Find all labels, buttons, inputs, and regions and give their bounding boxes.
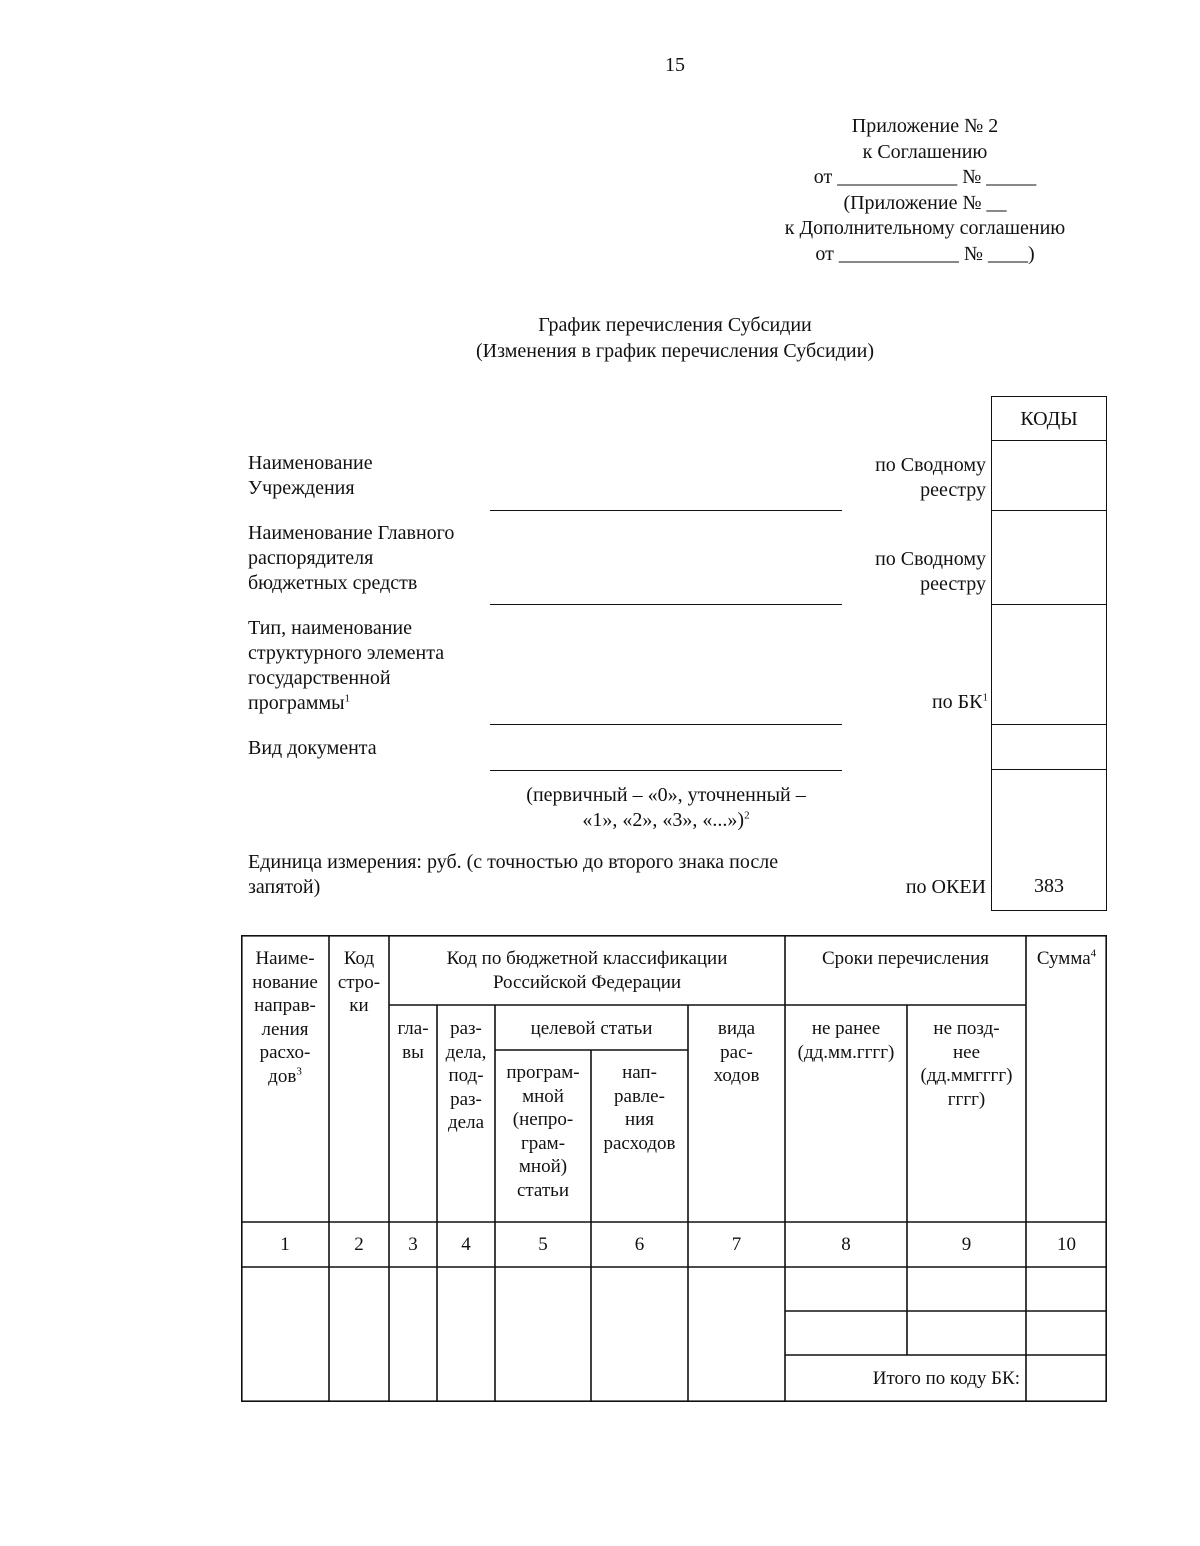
page-number: 15 xyxy=(665,54,685,76)
document-type-input-line[interactable] xyxy=(490,770,842,771)
hint-line: «1», «2», «3», «...»)$^2$ xyxy=(582,809,750,831)
column-number: 4 xyxy=(461,1234,471,1255)
column-header-line-code: Код стро- ки xyxy=(337,948,381,1016)
label-line: Тип, наименование xyxy=(248,617,412,639)
column-number: 6 xyxy=(634,1234,645,1255)
label-line: Учреждения xyxy=(248,477,355,499)
label-line: Наименование xyxy=(248,452,373,474)
footnote-marker: 1 xyxy=(982,691,988,704)
chief-manager-code-cell[interactable] xyxy=(992,511,1106,605)
appendix-line: (Приложение № __ xyxy=(843,191,1007,214)
institution-input-line[interactable] xyxy=(490,510,842,511)
footnote-marker: 3 xyxy=(296,1065,302,1078)
chief-manager-input-line[interactable] xyxy=(490,604,842,605)
label-line: по Сводному xyxy=(875,548,986,570)
column-number: 9 xyxy=(961,1234,972,1255)
column-number: 7 xyxy=(731,1234,742,1255)
institution-registry-label xyxy=(840,453,986,503)
bk-label: по $БК^1$ xyxy=(931,691,988,713)
column-header-section: раз- дела, под- раз- дела xyxy=(445,1018,487,1133)
label-line: реестру xyxy=(920,479,986,501)
institution-code-cell[interactable] xyxy=(992,441,1106,511)
label-line: Единица измерения: руб. (с точностью до второго знака после xyxy=(248,851,779,873)
program-element-input-line[interactable] xyxy=(490,724,842,725)
document-title xyxy=(0,312,1200,364)
column-number: 1 xyxy=(280,1234,290,1255)
title-sub: (Изменения в график перечисления Субсидии) xyxy=(476,340,874,362)
document-type-code-cell[interactable] xyxy=(992,725,1106,770)
appendix-line: от ____________ № ____) xyxy=(815,242,1035,265)
label-line: программы$^1$ xyxy=(248,692,351,714)
column-group-target-article: целевой статьи xyxy=(530,1018,653,1039)
appendix-line: Приложение № 2 xyxy=(851,115,999,137)
appendix-line: к Соглашению xyxy=(862,140,988,163)
schedule-table xyxy=(241,935,1107,1402)
column-number: 8 xyxy=(841,1234,851,1255)
total-by-bk-label: Итого по коду БК: xyxy=(872,1368,1020,1389)
label-line: запятой) xyxy=(248,876,321,898)
program-element-code-cell[interactable] xyxy=(992,605,1106,725)
hint-line: (первичный – «0», уточненный – xyxy=(526,784,806,806)
label-line: распорядителя xyxy=(248,547,374,569)
column-number: 2 xyxy=(354,1234,364,1255)
appendix-line: к Дополнительному соглашению xyxy=(784,217,1066,239)
footnote-marker: 2 xyxy=(744,809,750,822)
title-main: График перечисления Субсидии xyxy=(538,314,812,336)
program-element-label xyxy=(248,616,444,716)
footnote-marker: 4 xyxy=(1090,947,1097,960)
okei-code-cell: 383 xyxy=(1034,875,1064,897)
chief-manager-label xyxy=(248,521,454,596)
column-header-chapter: гла- вы xyxy=(397,1018,429,1063)
institution-label xyxy=(248,451,373,501)
column-header-program-article: програм- мной (непро- грам- мной) статьи xyxy=(506,1062,580,1201)
chief-manager-registry-label xyxy=(840,547,986,597)
footnote-marker: 1 xyxy=(344,692,351,705)
column-header-expense-direction: Наиме- нование направ- ления расхо- дов$^3$ xyxy=(252,948,318,1087)
document-type-label: Вид документа xyxy=(248,737,377,759)
okei-label: по ОКЕИ xyxy=(905,876,986,898)
label-line: Наименование Главного xyxy=(248,522,455,544)
codes-header: КОДЫ xyxy=(992,397,1106,441)
column-number: 3 xyxy=(408,1234,418,1255)
column-header-not-later: не позд- нее (дд.ммгггг) гггг) xyxy=(920,1018,1013,1110)
label-line: по Сводному xyxy=(875,454,986,476)
appendix-line: от ____________ № _____ xyxy=(813,166,1037,188)
label-line: государственной xyxy=(248,667,391,689)
label-line: реестру xyxy=(920,573,986,595)
codes-box xyxy=(991,396,1107,911)
label-line: бюджетных средств xyxy=(248,572,418,594)
column-group-budget-classification: Код по бюджетной классификации Российской Федерации xyxy=(446,948,728,993)
document-type-hint xyxy=(490,783,842,833)
column-header-expense-direction-code: нап- равле- ния расходов xyxy=(603,1062,676,1154)
appendix-header xyxy=(760,114,1090,267)
unit-label xyxy=(248,850,778,900)
column-header-expense-type: вида рас- ходов xyxy=(713,1018,760,1086)
column-number: 5 xyxy=(538,1234,548,1255)
column-header-not-earlier: не ранее (дд.мм.гггг) xyxy=(797,1018,895,1063)
column-number: 10 xyxy=(1057,1234,1076,1255)
label-line: структурного элемента xyxy=(248,642,445,664)
column-group-transfer-terms: Сроки перечисления xyxy=(821,948,990,969)
column-header-amount: Сумма$^4$ xyxy=(1036,947,1097,969)
